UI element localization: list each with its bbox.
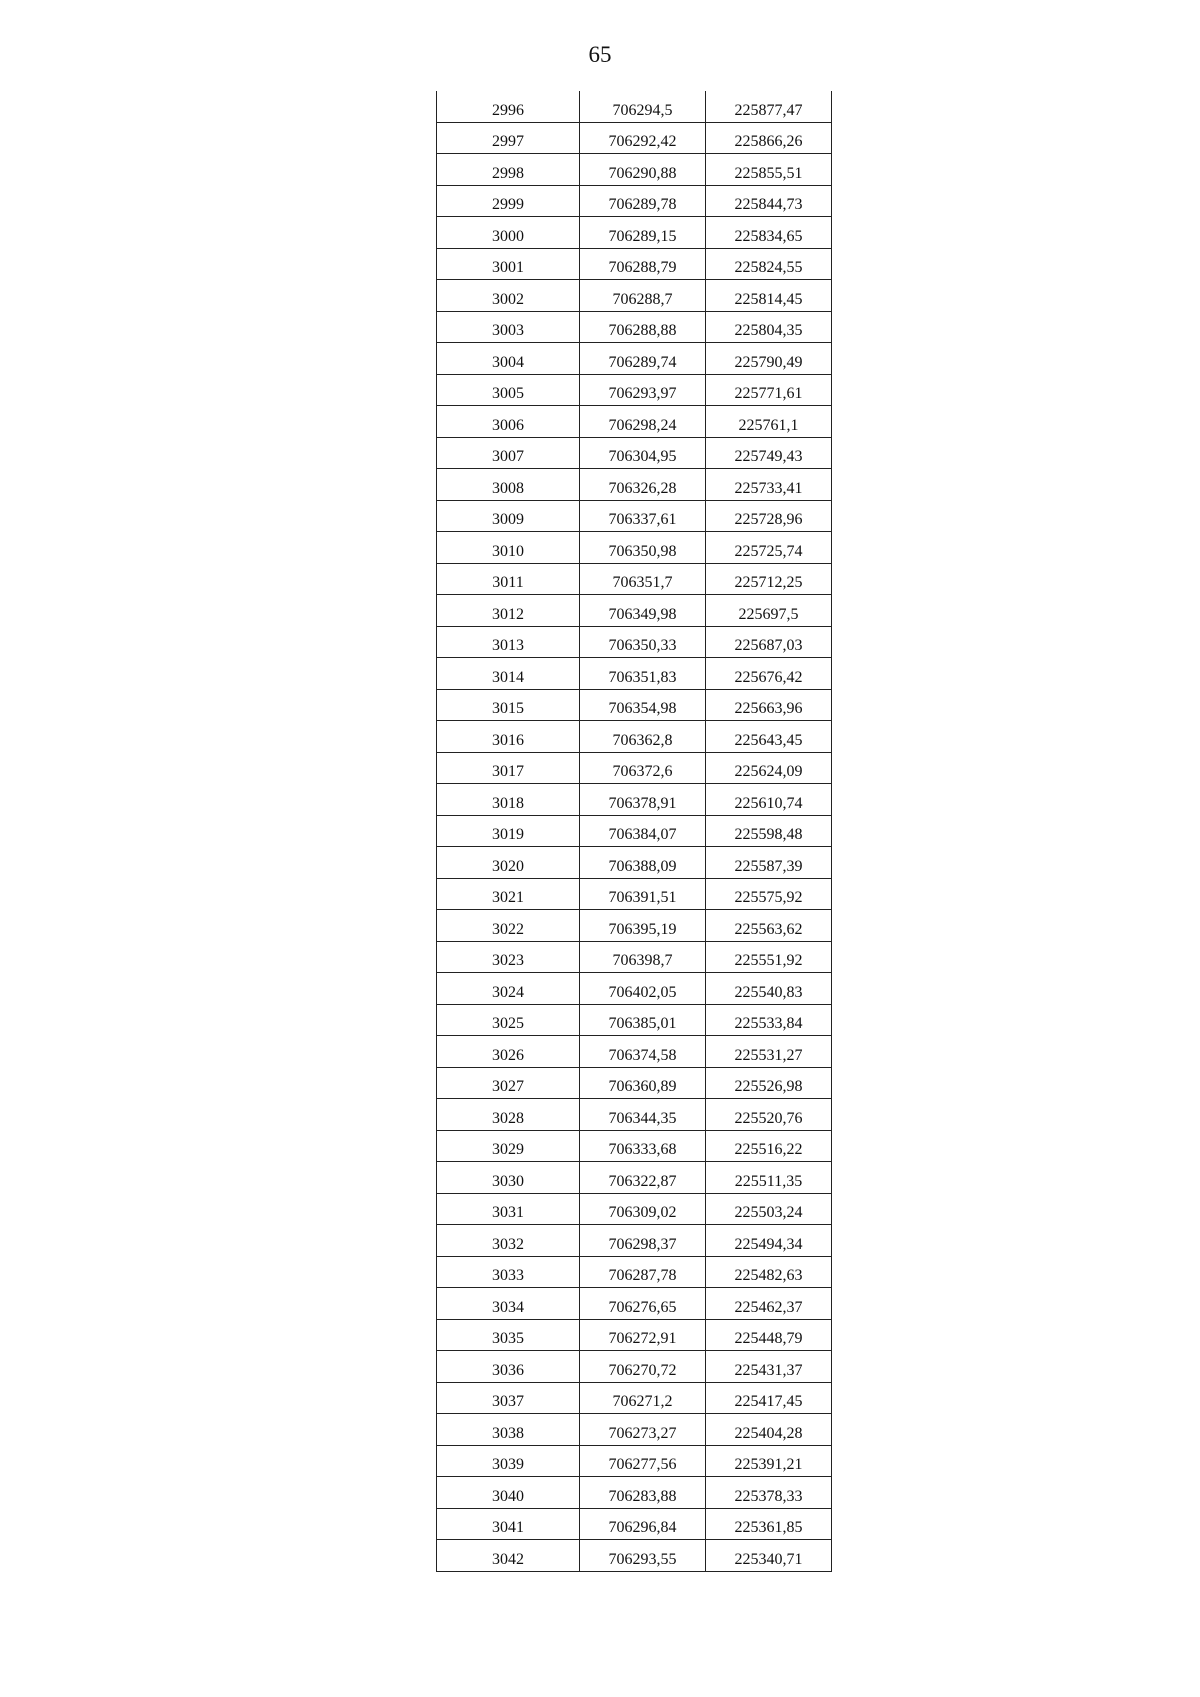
table-row — [437, 1225, 832, 1257]
x-coordinate-cell: 706350,98 — [580, 532, 706, 564]
y-coordinate-cell: 225531,27 — [706, 1036, 832, 1068]
point-number-cell: 3041 — [437, 1508, 580, 1540]
table-row — [437, 784, 832, 816]
x-coordinate-cell: 706362,8 — [580, 721, 706, 753]
point-number-cell: 3017 — [437, 752, 580, 784]
table-row — [437, 406, 832, 438]
x-coordinate-cell: 706273,27 — [580, 1414, 706, 1446]
y-coordinate-cell: 225516,22 — [706, 1130, 832, 1162]
x-coordinate-cell: 706354,98 — [580, 689, 706, 721]
y-coordinate-cell: 225855,51 — [706, 154, 832, 186]
point-number-cell: 3005 — [437, 374, 580, 406]
x-coordinate-cell: 706374,58 — [580, 1036, 706, 1068]
x-coordinate-cell: 706271,2 — [580, 1382, 706, 1414]
coordinates-table — [436, 91, 832, 1572]
y-coordinate-cell: 225431,37 — [706, 1351, 832, 1383]
x-coordinate-cell: 706277,56 — [580, 1445, 706, 1477]
x-coordinate-cell: 706385,01 — [580, 1004, 706, 1036]
point-number-cell: 3001 — [437, 248, 580, 280]
table-row — [437, 217, 832, 249]
table-row — [437, 658, 832, 690]
point-number-cell: 3011 — [437, 563, 580, 595]
coordinates-table-body — [437, 91, 832, 1571]
point-number-cell: 3008 — [437, 469, 580, 501]
table-row — [437, 122, 832, 154]
x-coordinate-cell: 706298,37 — [580, 1225, 706, 1257]
point-number-cell: 3002 — [437, 280, 580, 312]
point-number-cell: 3003 — [437, 311, 580, 343]
x-coordinate-cell: 706344,35 — [580, 1099, 706, 1131]
point-number-cell: 3029 — [437, 1130, 580, 1162]
x-coordinate-cell: 706384,07 — [580, 815, 706, 847]
point-number-cell: 3014 — [437, 658, 580, 690]
point-number-cell: 3039 — [437, 1445, 580, 1477]
y-coordinate-cell: 225526,98 — [706, 1067, 832, 1099]
x-coordinate-cell: 706360,89 — [580, 1067, 706, 1099]
table-row — [437, 1414, 832, 1446]
table-row — [437, 1099, 832, 1131]
point-number-cell: 3042 — [437, 1540, 580, 1572]
y-coordinate-cell: 225404,28 — [706, 1414, 832, 1446]
point-number-cell: 2999 — [437, 185, 580, 217]
point-number-cell: 3025 — [437, 1004, 580, 1036]
y-coordinate-cell: 225790,49 — [706, 343, 832, 375]
y-coordinate-cell: 225687,03 — [706, 626, 832, 658]
table-row — [437, 847, 832, 879]
x-coordinate-cell: 706294,5 — [580, 91, 706, 122]
y-coordinate-cell: 225378,33 — [706, 1477, 832, 1509]
table-row — [437, 563, 832, 595]
y-coordinate-cell: 225417,45 — [706, 1382, 832, 1414]
x-coordinate-cell: 706289,74 — [580, 343, 706, 375]
x-coordinate-cell: 706395,19 — [580, 910, 706, 942]
y-coordinate-cell: 225520,76 — [706, 1099, 832, 1131]
point-number-cell: 3018 — [437, 784, 580, 816]
point-number-cell: 2997 — [437, 122, 580, 154]
point-number-cell: 3013 — [437, 626, 580, 658]
table-row — [437, 721, 832, 753]
table-row — [437, 626, 832, 658]
point-number-cell: 3024 — [437, 973, 580, 1005]
y-coordinate-cell: 225533,84 — [706, 1004, 832, 1036]
point-number-cell: 2996 — [437, 91, 580, 122]
point-number-cell: 3033 — [437, 1256, 580, 1288]
table-row — [437, 532, 832, 564]
x-coordinate-cell: 706298,24 — [580, 406, 706, 438]
x-coordinate-cell: 706309,02 — [580, 1193, 706, 1225]
y-coordinate-cell: 225462,37 — [706, 1288, 832, 1320]
table-row — [437, 500, 832, 532]
table-row — [437, 752, 832, 784]
x-coordinate-cell: 706402,05 — [580, 973, 706, 1005]
table-row — [437, 437, 832, 469]
y-coordinate-cell: 225697,5 — [706, 595, 832, 627]
table-row — [437, 185, 832, 217]
table-row — [437, 1004, 832, 1036]
point-number-cell: 3037 — [437, 1382, 580, 1414]
point-number-cell: 2998 — [437, 154, 580, 186]
table-row — [437, 469, 832, 501]
x-coordinate-cell: 706287,78 — [580, 1256, 706, 1288]
y-coordinate-cell: 225804,35 — [706, 311, 832, 343]
x-coordinate-cell: 706289,15 — [580, 217, 706, 249]
point-number-cell: 3034 — [437, 1288, 580, 1320]
x-coordinate-cell: 706304,95 — [580, 437, 706, 469]
x-coordinate-cell: 706296,84 — [580, 1508, 706, 1540]
x-coordinate-cell: 706326,28 — [580, 469, 706, 501]
point-number-cell: 3020 — [437, 847, 580, 879]
y-coordinate-cell: 225361,85 — [706, 1508, 832, 1540]
point-number-cell: 3031 — [437, 1193, 580, 1225]
point-number-cell: 3021 — [437, 878, 580, 910]
x-coordinate-cell: 706351,83 — [580, 658, 706, 690]
point-number-cell: 3004 — [437, 343, 580, 375]
table-row — [437, 1067, 832, 1099]
y-coordinate-cell: 225503,24 — [706, 1193, 832, 1225]
y-coordinate-cell: 225448,79 — [706, 1319, 832, 1351]
x-coordinate-cell: 706293,55 — [580, 1540, 706, 1572]
y-coordinate-cell: 225771,61 — [706, 374, 832, 406]
x-coordinate-cell: 706350,33 — [580, 626, 706, 658]
table-row — [437, 1319, 832, 1351]
x-coordinate-cell: 706351,7 — [580, 563, 706, 595]
x-coordinate-cell: 706290,88 — [580, 154, 706, 186]
y-coordinate-cell: 225676,42 — [706, 658, 832, 690]
point-number-cell: 3030 — [437, 1162, 580, 1194]
page-number: 65 — [588, 42, 612, 67]
y-coordinate-cell: 225494,34 — [706, 1225, 832, 1257]
x-coordinate-cell: 706293,97 — [580, 374, 706, 406]
y-coordinate-cell: 225610,74 — [706, 784, 832, 816]
y-coordinate-cell: 225663,96 — [706, 689, 832, 721]
y-coordinate-cell: 225391,21 — [706, 1445, 832, 1477]
x-coordinate-cell: 706292,42 — [580, 122, 706, 154]
point-number-cell: 3015 — [437, 689, 580, 721]
table-row — [437, 878, 832, 910]
table-row — [437, 154, 832, 186]
y-coordinate-cell: 225598,48 — [706, 815, 832, 847]
point-number-cell: 3000 — [437, 217, 580, 249]
table-row — [437, 91, 832, 122]
point-number-cell: 3023 — [437, 941, 580, 973]
x-coordinate-cell: 706378,91 — [580, 784, 706, 816]
table-row — [437, 1193, 832, 1225]
x-coordinate-cell: 706322,87 — [580, 1162, 706, 1194]
table-row — [437, 941, 832, 973]
y-coordinate-cell: 225712,25 — [706, 563, 832, 595]
y-coordinate-cell: 225814,45 — [706, 280, 832, 312]
x-coordinate-cell: 706288,88 — [580, 311, 706, 343]
table-row — [437, 1130, 832, 1162]
table-row — [437, 815, 832, 847]
y-coordinate-cell: 225877,47 — [706, 91, 832, 122]
table-row — [437, 1445, 832, 1477]
y-coordinate-cell: 225587,39 — [706, 847, 832, 879]
table-row — [437, 1036, 832, 1068]
x-coordinate-cell: 706391,51 — [580, 878, 706, 910]
y-coordinate-cell: 225749,43 — [706, 437, 832, 469]
table-row — [437, 1382, 832, 1414]
y-coordinate-cell: 225761,1 — [706, 406, 832, 438]
y-coordinate-cell: 225511,35 — [706, 1162, 832, 1194]
point-number-cell: 3036 — [437, 1351, 580, 1383]
x-coordinate-cell: 706372,6 — [580, 752, 706, 784]
point-number-cell: 3038 — [437, 1414, 580, 1446]
table-row — [437, 248, 832, 280]
point-number-cell: 3006 — [437, 406, 580, 438]
point-number-cell: 3026 — [437, 1036, 580, 1068]
y-coordinate-cell: 225728,96 — [706, 500, 832, 532]
x-coordinate-cell: 706288,79 — [580, 248, 706, 280]
y-coordinate-cell: 225725,74 — [706, 532, 832, 564]
point-number-cell: 3019 — [437, 815, 580, 847]
x-coordinate-cell: 706388,09 — [580, 847, 706, 879]
point-number-cell: 3040 — [437, 1477, 580, 1509]
point-number-cell: 3032 — [437, 1225, 580, 1257]
y-coordinate-cell: 225624,09 — [706, 752, 832, 784]
point-number-cell: 3027 — [437, 1067, 580, 1099]
y-coordinate-cell: 225340,71 — [706, 1540, 832, 1572]
table-row — [437, 343, 832, 375]
point-number-cell: 3022 — [437, 910, 580, 942]
point-number-cell: 3012 — [437, 595, 580, 627]
y-coordinate-cell: 225482,63 — [706, 1256, 832, 1288]
table-row — [437, 1256, 832, 1288]
x-coordinate-cell: 706288,7 — [580, 280, 706, 312]
point-number-cell: 3016 — [437, 721, 580, 753]
table-row — [437, 311, 832, 343]
point-number-cell: 3009 — [437, 500, 580, 532]
x-coordinate-cell: 706333,68 — [580, 1130, 706, 1162]
point-number-cell: 3007 — [437, 437, 580, 469]
y-coordinate-cell: 225824,55 — [706, 248, 832, 280]
x-coordinate-cell: 706289,78 — [580, 185, 706, 217]
x-coordinate-cell: 706283,88 — [580, 1477, 706, 1509]
x-coordinate-cell: 706349,98 — [580, 595, 706, 627]
table-row — [437, 689, 832, 721]
table-row — [437, 1288, 832, 1320]
y-coordinate-cell: 225733,41 — [706, 469, 832, 501]
y-coordinate-cell: 225866,26 — [706, 122, 832, 154]
point-number-cell: 3028 — [437, 1099, 580, 1131]
point-number-cell: 3035 — [437, 1319, 580, 1351]
y-coordinate-cell: 225563,62 — [706, 910, 832, 942]
y-coordinate-cell: 225844,73 — [706, 185, 832, 217]
x-coordinate-cell: 706337,61 — [580, 500, 706, 532]
x-coordinate-cell: 706276,65 — [580, 1288, 706, 1320]
x-coordinate-cell: 706272,91 — [580, 1319, 706, 1351]
table-row — [437, 1162, 832, 1194]
y-coordinate-cell: 225551,92 — [706, 941, 832, 973]
y-coordinate-cell: 225540,83 — [706, 973, 832, 1005]
table-row — [437, 1351, 832, 1383]
table-row — [437, 280, 832, 312]
table-row — [437, 595, 832, 627]
table-row — [437, 973, 832, 1005]
x-coordinate-cell: 706398,7 — [580, 941, 706, 973]
table-row — [437, 1508, 832, 1540]
x-coordinate-cell: 706270,72 — [580, 1351, 706, 1383]
table-row — [437, 910, 832, 942]
table-row — [437, 1540, 832, 1572]
y-coordinate-cell: 225834,65 — [706, 217, 832, 249]
point-number-cell: 3010 — [437, 532, 580, 564]
y-coordinate-cell: 225643,45 — [706, 721, 832, 753]
table-row — [437, 374, 832, 406]
table-row — [437, 1477, 832, 1509]
y-coordinate-cell: 225575,92 — [706, 878, 832, 910]
